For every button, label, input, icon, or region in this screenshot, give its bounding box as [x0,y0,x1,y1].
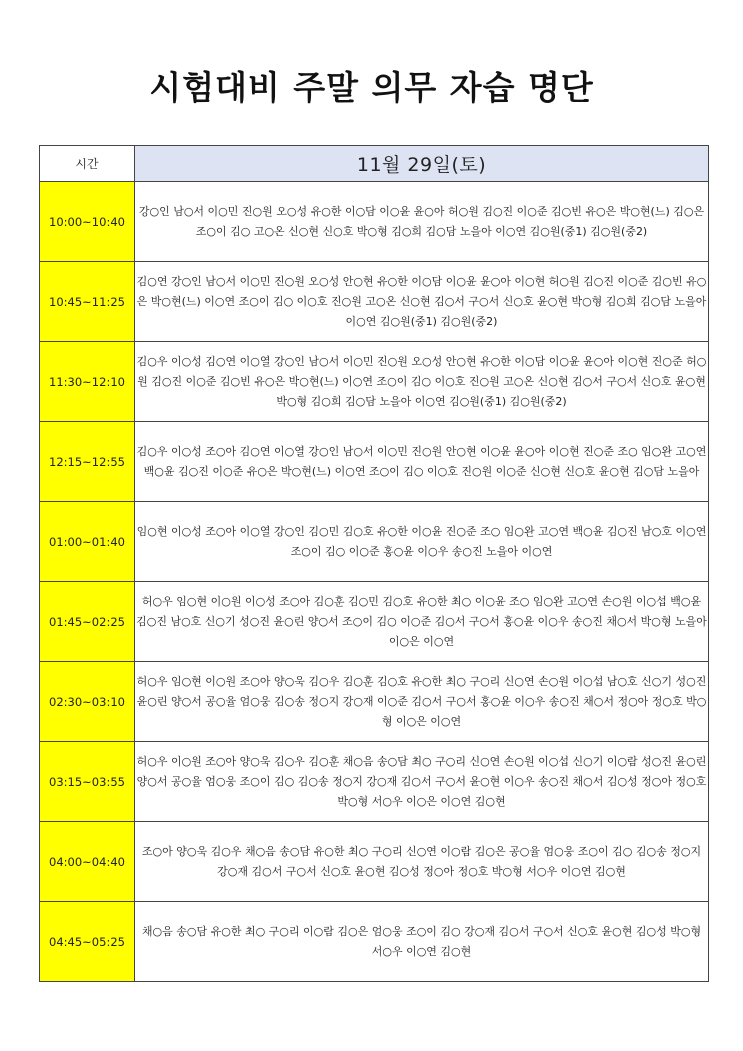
table-row [40,662,709,742]
table-header-row [40,146,709,182]
table-row [40,822,709,902]
time-slot-cell: 12:15~12:55 [40,422,135,502]
table-row [40,582,709,662]
table-row [40,902,709,982]
student-names-cell: 채○음 송○담 유○한 최○ 구○리 이○람 김○은 엄○웅 조○이 김○ 강○재 김○서 구○서 신○호 윤○현 김○성 박○형 서○우 이○연 김○현 [135,902,709,982]
time-slot-cell: 03:15~03:55 [40,742,135,822]
time-column-header: 시간 [40,146,135,182]
student-names-cell: 허○우 임○현 이○원 이○성 조○아 김○훈 김○민 김○호 유○한 최○ 이○윤 조○ 임○완 고○연 손○원 이○섭 백○윤 김○진 남○호 신○기 성○진 윤○린 양○서 조○이 김○ 이○준 김○서 구○서 홍○윤 이○우 송○진 채○서 박○형 노을아 이○은 이○연 [135,582,709,662]
time-slot-cell: 10:45~11:25 [40,262,135,342]
table-row [40,182,709,262]
student-names-cell: 조○아 양○욱 김○우 채○음 송○담 유○한 최○ 구○리 신○연 이○람 김○은 공○율 엄○웅 조○이 김○ 김○송 정○지 강○재 김○서 구○서 신○호 윤○현 김○성 정○아 정○호 박○형 서○우 이○연 김○현 [135,822,709,902]
study-roster-table [39,145,709,982]
date-column-header: 11월 29일(토) [135,146,709,182]
page-title: 시험대비 주말 의무 자습 명단 [149,68,594,107]
time-slot-cell: 04:00~04:40 [40,822,135,902]
student-names-cell: 강○인 남○서 이○민 진○원 오○성 유○한 이○담 이○윤 윤○아 허○원 김○진 이○준 김○빈 유○은 박○현(느) 김○은 조○이 김○ 고○온 신○현 신○호 박○형 김○희 김○담 노을아 이○연 김○원(중1) 김○원(중2) [135,182,709,262]
time-slot-cell: 01:45~02:25 [40,582,135,662]
student-names-cell: 김○우 이○성 조○아 김○연 이○열 강○인 남○서 이○민 진○원 안○현 이○윤 윤○아 이○현 진○준 조○ 임○완 고○연 백○윤 김○진 이○준 유○은 박○현(느) 이○연 조○이 김○ 이○호 진○원 이○준 신○현 신○호 윤○현 김○담 노을아 [135,422,709,502]
time-slot-cell: 01:00~01:40 [40,502,135,582]
time-slot-cell: 04:45~05:25 [40,902,135,982]
time-slot-cell: 02:30~03:10 [40,662,135,742]
student-names-cell: 임○현 이○성 조○아 이○열 강○인 김○민 김○호 유○한 이○윤 진○준 조○ 임○완 고○연 백○윤 김○진 남○호 이○연 조○이 김○ 이○준 홍○윤 이○우 송○진 노을아 이○연 [135,502,709,582]
table-row [40,262,709,342]
student-names-cell: 허○우 이○원 조○아 양○욱 김○우 김○훈 채○음 송○담 최○ 구○리 신○연 손○원 이○섭 신○기 이○람 성○진 윤○린 양○서 공○율 엄○웅 조○이 김○ 김○송 정○지 강○재 김○서 구○서 윤○현 이○우 송○진 채○서 김○성 정○아 정○호 박○형 서○우 이○은 이○연 김○현 [135,742,709,822]
table-row [40,742,709,822]
table-row [40,502,709,582]
table-row [40,422,709,502]
student-names-cell: 김○연 강○인 남○서 이○민 진○원 오○성 안○현 유○한 이○담 이○윤 윤○아 이○현 허○원 김○진 이○준 김○빈 유○은 박○현(느) 이○연 조○이 김○ 이○호 진○원 고○온 신○현 김○서 구○서 신○호 윤○현 박○형 김○희 김○담 노을아 이○연 김○원(중1) 김○원(중2) [135,262,709,342]
student-names-cell: 허○우 임○현 이○원 조○아 양○욱 김○우 김○훈 김○호 유○한 최○ 구○리 신○연 손○원 이○섭 남○호 신○기 성○진 윤○린 양○서 공○율 엄○웅 김○송 정○지 강○재 이○준 김○서 구○서 홍○윤 이○우 송○진 채○서 정○아 정○호 박○형 이○은 이○연 [135,662,709,742]
table-row [40,342,709,422]
time-slot-cell: 11:30~12:10 [40,342,135,422]
time-slot-cell: 10:00~10:40 [40,182,135,262]
student-names-cell: 김○우 이○성 김○연 이○열 강○인 남○서 이○민 진○원 오○성 안○현 유○한 이○담 이○윤 윤○아 이○현 진○준 허○원 김○진 이○준 김○빈 유○은 박○현(느) 이○연 조○이 김○ 이○호 진○원 고○온 신○현 김○서 구○서 신○호 윤○현 박○형 김○희 김○담 노을아 이○연 김○원(중1) 김○원(중2) [135,342,709,422]
